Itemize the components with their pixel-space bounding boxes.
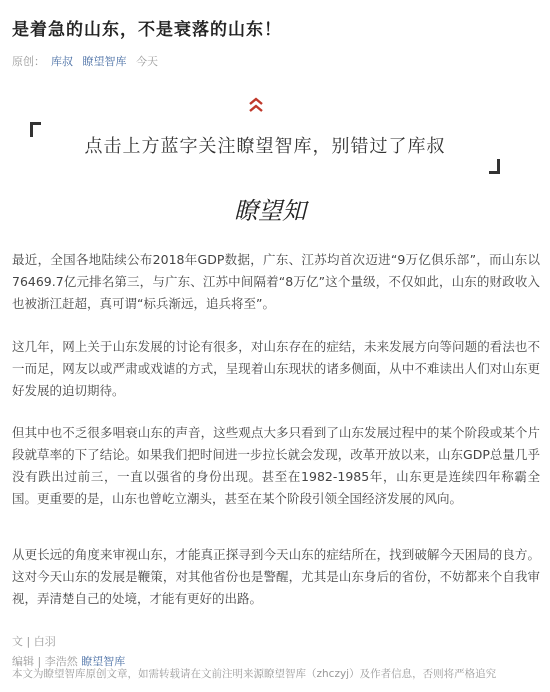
editor-org-link[interactable]: 瞭望智库 bbox=[81, 655, 126, 668]
writer-credit: 文 | 白羽 bbox=[12, 635, 56, 648]
account-link[interactable]: 瞭望智库 bbox=[82, 55, 127, 68]
paragraph: 这几年，网上关于山东发展的讨论有很多，对山东存在的症结，未来发展方向等问题的看法也不一而足，网友以或严肃或戏谑的方式，呈现着山东现状的诸多侧面，从中不难读出人们对山东更好发展的迫切期待。 bbox=[12, 339, 540, 398]
publish-date: 今天 bbox=[136, 55, 158, 68]
article-title: 是着急的山东，不是衰落的山东！ bbox=[12, 20, 282, 40]
bracket-right bbox=[489, 159, 500, 174]
article-meta bbox=[12, 53, 164, 69]
paragraph: 但其中也不乏很多唱衰山东的声音，这些观点大多只看到了山东发展过程中的某个阶段或某个片段就草率的下了结论。如果我们把时间进一步拉长就会发现，改革开放以来，山东GDP总量几乎没有跌出过前三，一直以强省的身份出现。甚至在1982-1985年，山东更是连续四年称霸全国。更重要的是，山东也曾屹立潮头，甚至在某个阶段引领全国经济发展的风向。 bbox=[12, 425, 540, 506]
paragraph: 最近，全国各地陆续公布2018年GDP数据，广东、江苏均首次迈进“9万亿俱乐部”，而山东以76469.7亿元排名第三，与广东、江苏中间隔着“8万亿”这个量级，不仅如此，山东的财政收入也被浙江赶超，真可谓“标兵渐远，追兵将至”。 bbox=[12, 252, 540, 311]
follow-banner-text: 点击上方蓝字关注瞭望智库，别错过了库叔 bbox=[84, 136, 446, 157]
editor-label: 编辑 | 李浩然 bbox=[12, 655, 78, 668]
original-label: 原创： bbox=[12, 55, 45, 68]
double-chevron-up-icon bbox=[245, 94, 267, 116]
follow-banner bbox=[30, 122, 500, 174]
signature-graphic bbox=[215, 193, 325, 229]
copyright-notice: 本文为瞭望智库原创文章，如需转载请在文前注明来源瞭望智库（zhczyj）及作者信息，否则将严格追究 bbox=[12, 668, 497, 680]
author-link[interactable]: 库叔 bbox=[51, 55, 73, 68]
signature-text: 瞭望知 bbox=[234, 197, 306, 225]
paragraph: 从更长远的角度来审视山东，才能真正探寻到今天山东的症结所在，找到破解今天困局的良方。这对今天山东的发展是鞭策，对其他省份也是警醒，尤其是山东身后的省份，不妨都来个自我审视，弄清楚自己的处境，才能有更好的出路。 bbox=[12, 547, 540, 606]
